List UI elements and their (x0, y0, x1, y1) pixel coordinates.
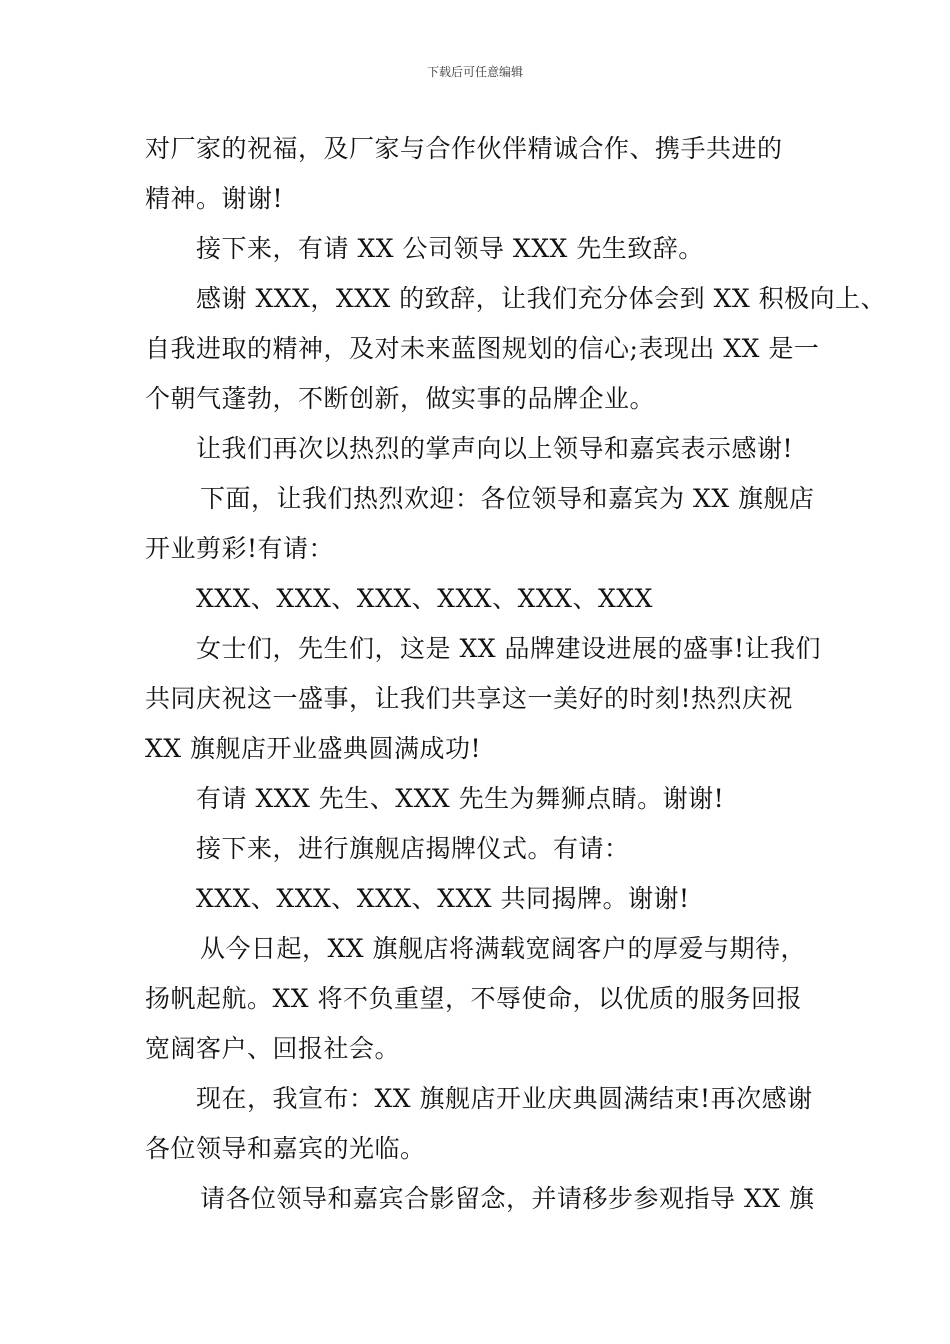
body-line: XXX、XXX、XXX、XXX、XXX、XXX (196, 584, 653, 613)
body-line: 下面，让我们热烈欢迎：各位领导和嘉宾为 XX 旗舰店 (200, 484, 815, 513)
body-line: 现在，我宣布：XX 旗舰店开业庆典圆满结束!再次感谢 (196, 1084, 813, 1113)
body-line: XX 旗舰店开业盛典圆满成功! (145, 734, 482, 763)
body-line: 个朝气蓬勃，不断创新，做实事的品牌企业。 (145, 384, 656, 413)
body-line: 共同庆祝这一盛事，让我们共享这一美好的时刻!热烈庆祝 (145, 684, 794, 713)
body-line: 接下来，有请 XX 公司领导 XXX 先生致辞。 (196, 234, 704, 263)
page-header: 下载后可任意编辑 (426, 65, 523, 79)
body-line: 感谢 XXX，XXX 的致辞，让我们充分体会到 XX 积极向上、 (196, 284, 887, 313)
body-line: XXX、XXX、XXX、XXX 共同揭牌。谢谢! (196, 884, 690, 913)
body-line: 有请 XXX 先生、XXX 先生为舞狮点睛。谢谢! (196, 784, 725, 813)
body-line: 对厂家的祝福，及厂家与合作伙伴精诚合作、携手共进的 (145, 134, 783, 163)
body-line: 精神。谢谢! (145, 184, 284, 213)
body-line: 女士们，先生们，这是 XX 品牌建设进展的盛事!让我们 (196, 634, 822, 663)
body-line: 扬帆起航。XX 将不负重望，不辱使命，以优质的服务回报 (145, 984, 803, 1013)
body-line: 从今日起，XX 旗舰店将满载宽阔客户的厚爱与期待， (200, 934, 807, 963)
body-line: 接下来，进行旗舰店揭牌仪式。有请： (196, 834, 630, 863)
body-line: 宽阔客户、回报社会。 (145, 1034, 401, 1063)
body-line: 自我进取的精神，及对未来蓝图规划的信心;表现出 XX 是一 (145, 334, 820, 363)
body-line: 让我们再次以热烈的掌声向以上领导和嘉宾表示感谢! (196, 434, 794, 463)
body-line: 请各位领导和嘉宾合影留念，并请移步参观指导 XX 旗 (200, 1184, 815, 1213)
body-line: 开业剪彩!有请： (145, 534, 335, 563)
body-line: 各位领导和嘉宾的光临。 (145, 1134, 426, 1163)
